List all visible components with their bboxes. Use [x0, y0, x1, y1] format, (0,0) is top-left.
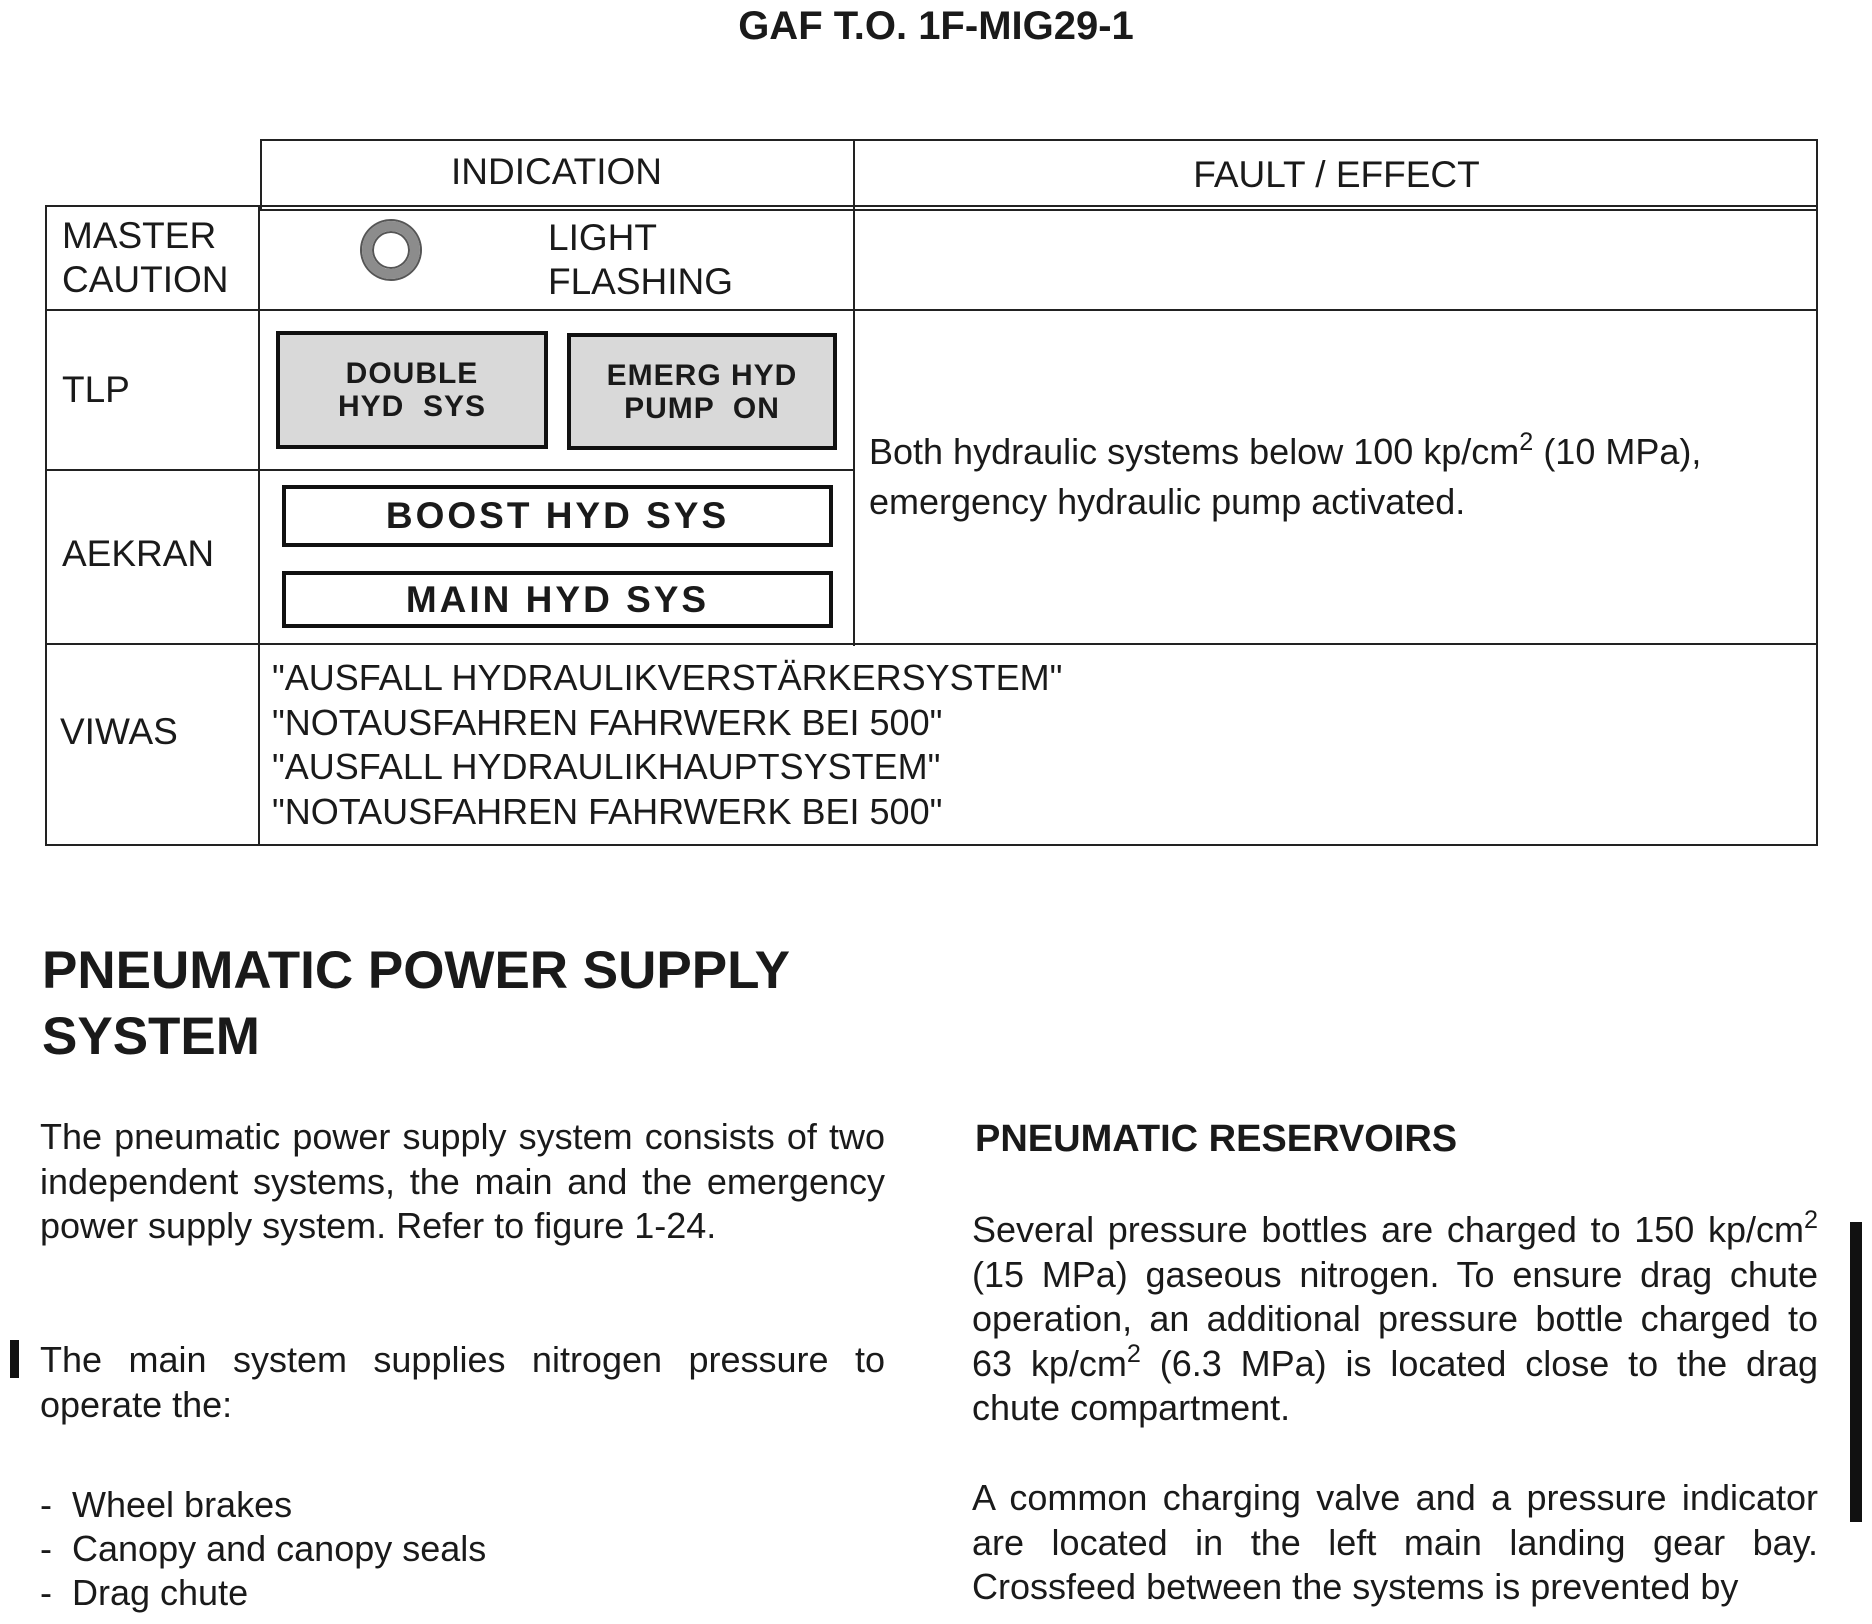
viwas-message: "AUSFALL HYDRAULIKHAUPTSYSTEM"	[272, 746, 941, 787]
tlp-emerg-hyd-pump-panel: EMERG HYD PUMP ON	[567, 333, 837, 450]
right-paragraph-2: A common charging valve and a pressure indicator are located in the left main landing gear bay. Crossfeed between the systems is prevented by	[972, 1477, 1818, 1607]
left-paragraph-2: The main system supplies nitrogen pressure to operate the:	[40, 1339, 885, 1425]
left-paragraph-1: The pneumatic power supply system consists of two independent systems, the main and the emergency power supply system. Refer to figure 1-24.	[40, 1116, 885, 1246]
aekran-boost-hyd-sys-box: BOOST HYD SYS	[282, 485, 833, 547]
list-item: - Canopy and canopy seals	[40, 1528, 487, 1569]
right-paragraph-1: Several pressure bottles are charged to 150 $kp/cm^2$ (15 MPa) gaseous nitrogen. To ensure drag chute operation, an additional pressure bottle charged to 63 $kp/cm^2$ (6.3 MPa) is located close to the drag chute compartment.	[972, 1206, 1818, 1428]
row-divider-aekran	[45, 643, 1818, 645]
aekran-main-hyd-sys-box: MAIN HYD SYS	[282, 571, 833, 628]
document-header: GAF T.O. 1F-MIG29-1	[738, 4, 1134, 48]
viwas-message: "AUSFALL HYDRAULIKVERSTÄRKERSYSTEM"	[272, 657, 1063, 698]
row-divider-tlp	[45, 469, 853, 471]
nitrogen-consumer-list	[40, 1474, 486, 1624]
header-fault-effect: FAULT / EFFECT	[1193, 154, 1480, 195]
change-bar-left	[10, 1340, 19, 1378]
viwas-message: "NOTAUSFAHREN FAHRWERK BEI 500"	[272, 790, 943, 832]
row-label-tlp: TLP	[62, 369, 130, 410]
list-item: - Drag chute	[40, 1572, 249, 1613]
fault-effect-text: Both hydraulic systems below 100 $kp/cm^2$ (10 MPa), emergency hydraulic pump activated.	[869, 428, 1702, 522]
tlp-double-hyd-sys-panel: DOUBLE HYD SYS	[276, 331, 548, 449]
column-divider-fault	[853, 139, 855, 646]
viwas-message: "NOTAUSFAHREN FAHRWERK BEI 500"	[272, 701, 943, 743]
row-divider-master	[45, 309, 1818, 311]
row-label-viwas: VIWAS	[60, 711, 178, 752]
row-label-master-caution: MASTER CAUTION	[62, 215, 229, 300]
list-item: - Wheel brakes	[40, 1484, 293, 1525]
pneumatic-reservoirs-heading: PNEUMATIC RESERVOIRS	[975, 1118, 1458, 1160]
header-indication: INDICATION	[450, 151, 663, 192]
master-caution-light-icon	[362, 221, 420, 279]
section-title: PNEUMATIC POWER SUPPLY SYSTEM	[42, 941, 790, 1066]
column-divider-indication	[258, 205, 260, 846]
light-flashing-label: LIGHT FLASHING	[548, 217, 734, 302]
change-bar-right	[1850, 1222, 1862, 1522]
viwas-messages	[272, 656, 1062, 834]
row-label-aekran: AEKRAN	[62, 533, 215, 574]
